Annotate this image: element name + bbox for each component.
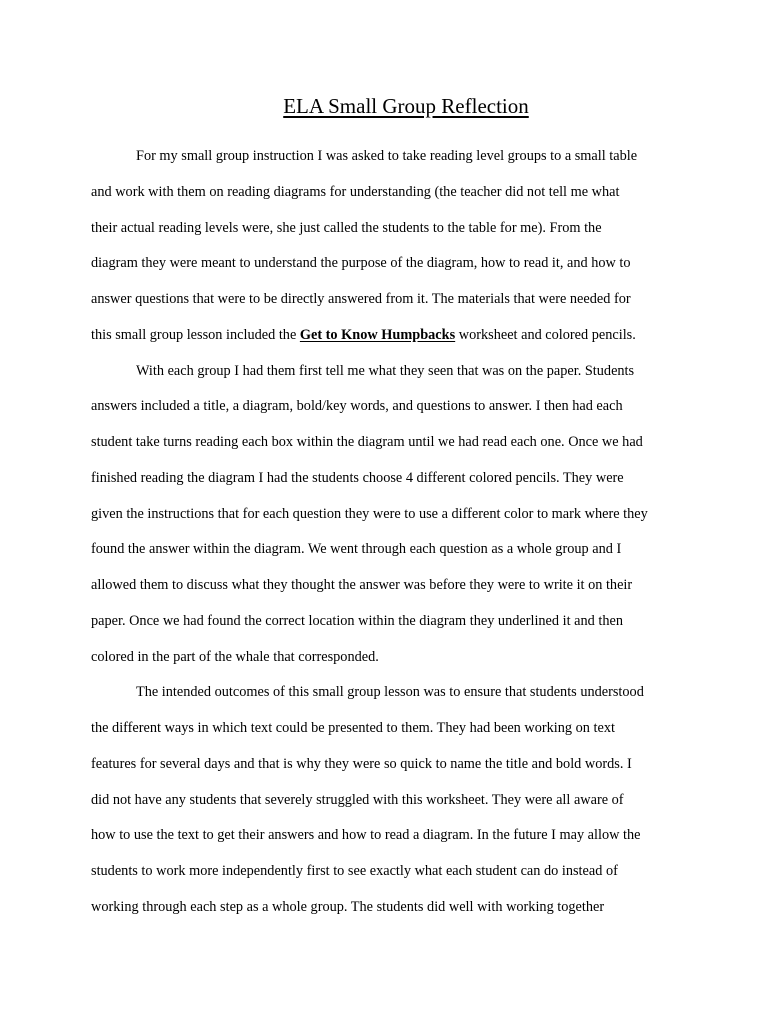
- text-line: student take turns reading each box within the diagram until we had read each one. Once we had: [91, 434, 643, 450]
- text-line: how to use the text to get their answers and how to read a diagram. In the future I may allow the: [91, 827, 641, 844]
- text-line: The intended outcomes of this small group lesson was to ensure that students understood: [136, 684, 644, 701]
- text-line: given the instructions that for each question they were to use a different color to mark where they: [91, 505, 648, 522]
- text-line: did not have any students that severely struggled with this worksheet. They were all aware of: [91, 791, 624, 808]
- text-line: answers included a title, a diagram, bold/key words, and questions to answer. I then had each: [91, 398, 623, 415]
- text-fragment: worksheet and colored pencils.: [455, 326, 636, 343]
- text-line: found the answer within the diagram. We went through each question as a whole group and I: [91, 541, 622, 558]
- text-line: For my small group instruction I was asked to take reading level groups to a small table: [136, 148, 638, 164]
- text-line: finished reading the diagram I had the students choose 4 different colored pencils. They were: [91, 469, 624, 486]
- text-line: and work with them on reading diagrams for understanding (the teacher did not tell me what: [91, 183, 620, 200]
- text-line: features for several days and that is why they were so quick to name the title and bold words. I: [91, 755, 632, 772]
- paragraph-2: [91, 354, 691, 676]
- text-line: answer questions that were to be directly answered from it. The materials that were needed for: [91, 291, 631, 307]
- text-fragment: this small group lesson included the: [91, 326, 300, 343]
- worksheet-title-link[interactable]: Get to Know Humpbacks: [299, 326, 456, 343]
- paragraph-1: [91, 139, 691, 354]
- text-line: paper. Once we had found the correct location within the diagram they underlined it and then: [91, 612, 623, 629]
- text-line: diagram they were meant to understand the purpose of the diagram, how to read it, and how to: [91, 255, 631, 272]
- text-line: working through each step as a whole group. The students did well with working together: [91, 898, 605, 915]
- text-line: the different ways in which text could be presented to them. They had been working on text: [91, 720, 615, 736]
- text-line: students to work more independently first to see exactly what each student can do instead of: [91, 863, 618, 879]
- text-line: colored in the part of the whale that corresponded.: [91, 648, 379, 665]
- document-body: [91, 139, 691, 926]
- text-line: allowed them to discuss what they thought the answer was before they were to write it on their: [91, 577, 633, 593]
- paragraph-3: [91, 675, 691, 925]
- text-line-with-link: [91, 318, 691, 354]
- text-line: their actual reading levels were, she just called the students to the table for me). From the: [91, 219, 602, 236]
- text-line: With each group I had them first tell me what they seen that was on the paper. Students: [136, 362, 635, 379]
- document-title: ELA Small Group Reflection: [283, 94, 529, 118]
